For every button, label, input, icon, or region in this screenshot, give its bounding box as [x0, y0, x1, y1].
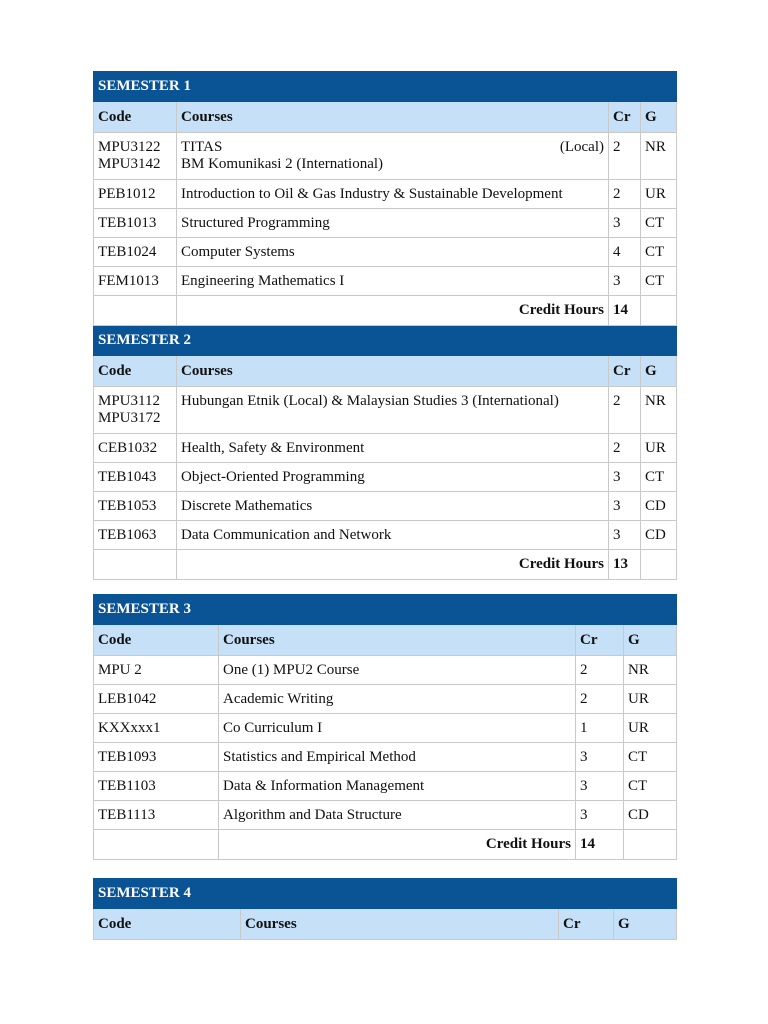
course-name: Data Communication and Network [177, 521, 609, 550]
course-code: TEB1053 [94, 492, 177, 521]
course-name: Discrete Mathematics [177, 492, 609, 521]
course-name-qualifier: (Local) [559, 139, 604, 155]
empty-cell [94, 296, 177, 326]
header-row [94, 102, 677, 133]
course-code: FEM1013 [94, 267, 177, 296]
course-name: One (1) MPU2 Course [219, 656, 576, 685]
course-credit: 3 [576, 801, 624, 830]
course-credit: 2 [609, 387, 641, 434]
course-code: TEB1063 [94, 521, 177, 550]
course-credit: 3 [576, 743, 624, 772]
course-credit: 1 [576, 714, 624, 743]
course-name: Health, Safety & Environment [177, 434, 609, 463]
course-grade-type: UR [641, 180, 677, 209]
course-credit: 2 [576, 685, 624, 714]
semester-1-title: SEMESTER 1 [94, 72, 677, 102]
credit-hours-label: Credit Hours [177, 296, 609, 326]
course-code-2: MPU3142 [98, 156, 161, 172]
semester-4-title: SEMESTER 4 [94, 879, 677, 909]
course-credit: 4 [609, 238, 641, 267]
course-name: Co Curriculum I [219, 714, 576, 743]
table-row [94, 801, 677, 830]
course-name: Hubungan Etnik (Local) & Malaysian Studies 3 (International) [177, 387, 609, 434]
course-name: Computer Systems [177, 238, 609, 267]
semester-title-row [94, 879, 677, 909]
course-credit: 3 [609, 267, 641, 296]
semester-3-table [93, 594, 676, 860]
credit-header: Cr [609, 102, 641, 133]
credit-hours-row [94, 830, 677, 860]
empty-cell [641, 296, 677, 326]
course-name: Introduction to Oil & Gas Industry & Sustainable Development [177, 180, 609, 209]
course-code: TEB1103 [94, 772, 219, 801]
course-name-1: TITAS [181, 139, 223, 155]
code-header: Code [94, 625, 219, 656]
course-name: Data & Information Management [219, 772, 576, 801]
header-row [94, 625, 677, 656]
course-code: TEB1043 [94, 463, 177, 492]
table-row [94, 387, 677, 434]
semester-4-table [93, 878, 676, 940]
grade-header: G [624, 625, 677, 656]
course-grade-type: UR [624, 685, 677, 714]
courses-header: Courses [219, 625, 576, 656]
course-credit: 2 [609, 434, 641, 463]
course-code: TEB1113 [94, 801, 219, 830]
course-code: TEB1013 [94, 209, 177, 238]
table-row [94, 772, 677, 801]
course-credit: 3 [609, 463, 641, 492]
empty-cell [94, 550, 177, 580]
course-grade-type: CD [641, 521, 677, 550]
course-name: Algorithm and Data Structure [219, 801, 576, 830]
course-code-1: MPU3122 [98, 139, 161, 155]
course-grade-type: CT [641, 463, 677, 492]
course-name: Structured Programming [177, 209, 609, 238]
code-header: Code [94, 356, 177, 387]
table-row [94, 714, 677, 743]
empty-cell [641, 550, 677, 580]
course-name: Statistics and Empirical Method [219, 743, 576, 772]
course-grade-type: CD [624, 801, 677, 830]
table-row [94, 521, 677, 550]
course-name: Engineering Mathematics I [177, 267, 609, 296]
header-row [94, 356, 677, 387]
table-row [94, 492, 677, 521]
course-credit: 2 [609, 180, 641, 209]
course-credit: 3 [576, 772, 624, 801]
grade-header: G [614, 909, 677, 940]
table-row [94, 463, 677, 492]
course-credit: 2 [576, 656, 624, 685]
course-code [94, 387, 177, 434]
course-grade-type: CT [624, 772, 677, 801]
table-row [94, 133, 677, 180]
courses-header: Courses [177, 102, 609, 133]
table-row [94, 434, 677, 463]
credit-hours-total: 14 [576, 830, 624, 860]
table-row [94, 743, 677, 772]
grade-header: G [641, 356, 677, 387]
course-code: TEB1024 [94, 238, 177, 267]
semester-title-row [94, 326, 677, 356]
course-grade-type: CT [641, 238, 677, 267]
credit-hours-row [94, 550, 677, 580]
code-header: Code [94, 102, 177, 133]
course-code-2: MPU3172 [98, 410, 161, 426]
table-row [94, 238, 677, 267]
course-grade-type: NR [641, 387, 677, 434]
course-name-2: BM Komunikasi 2 (International) [181, 156, 384, 172]
course-code [94, 133, 177, 180]
credit-header: Cr [576, 625, 624, 656]
course-code: MPU 2 [94, 656, 219, 685]
course-grade-type: CD [641, 492, 677, 521]
course-name [177, 133, 609, 180]
course-grade-type: UR [641, 434, 677, 463]
course-name: Academic Writing [219, 685, 576, 714]
course-grade-type: NR [624, 656, 677, 685]
table-row [94, 656, 677, 685]
credit-header: Cr [609, 356, 641, 387]
courses-header: Courses [241, 909, 559, 940]
table-row [94, 209, 677, 238]
course-grade-type: UR [624, 714, 677, 743]
course-grade-type: CT [641, 209, 677, 238]
table-row [94, 180, 677, 209]
table-row [94, 685, 677, 714]
course-grade-type: NR [641, 133, 677, 180]
credit-hours-total: 13 [609, 550, 641, 580]
courses-header: Courses [177, 356, 609, 387]
empty-cell [624, 830, 677, 860]
course-credit: 2 [609, 133, 641, 180]
course-code: LEB1042 [94, 685, 219, 714]
semester-title-row [94, 595, 677, 625]
course-code: PEB1012 [94, 180, 177, 209]
empty-cell [94, 830, 219, 860]
semester-1-2-table [93, 71, 676, 580]
semester-3-title: SEMESTER 3 [94, 595, 677, 625]
course-credit: 3 [609, 492, 641, 521]
code-header: Code [94, 909, 241, 940]
course-name: Object-Oriented Programming [177, 463, 609, 492]
credit-hours-label: Credit Hours [177, 550, 609, 580]
credit-hours-row [94, 296, 677, 326]
header-row [94, 909, 677, 940]
course-grade-type: CT [641, 267, 677, 296]
course-grade-type: CT [624, 743, 677, 772]
course-code: TEB1093 [94, 743, 219, 772]
credit-hours-total: 14 [609, 296, 641, 326]
credit-hours-label: Credit Hours [219, 830, 576, 860]
course-code: KXXxxx1 [94, 714, 219, 743]
semester-2-title: SEMESTER 2 [94, 326, 677, 356]
course-credit: 3 [609, 521, 641, 550]
course-code: CEB1032 [94, 434, 177, 463]
course-code-1: MPU3112 [98, 393, 160, 409]
semester-title-row [94, 72, 677, 102]
course-credit: 3 [609, 209, 641, 238]
credit-header: Cr [559, 909, 614, 940]
grade-header: G [641, 102, 677, 133]
table-row [94, 267, 677, 296]
